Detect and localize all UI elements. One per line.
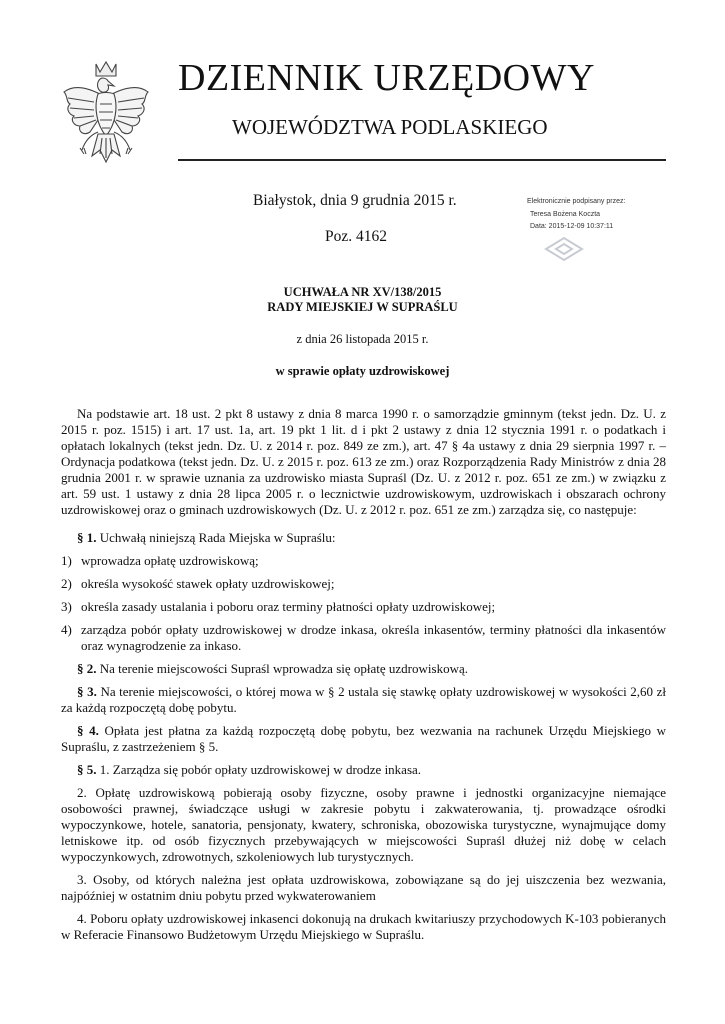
resolution-body xyxy=(61,406,666,950)
council-name: RADY MIEJSKIEJ W SUPRAŚLU xyxy=(267,300,458,314)
section-2 xyxy=(61,661,666,677)
coat-of-arms-eagle-icon xyxy=(58,58,154,168)
list-item-text: określa wysokość stawek opłaty uzdrowiskowej; xyxy=(81,576,335,591)
section-5-mark: § 5. xyxy=(77,762,97,777)
signature-date: Data: 2015-12-09 10:37:11 xyxy=(530,223,614,230)
list-item-text: zarządza pobór opłaty uzdrowiskowej w drodze inkasa, określa inkasentów, terminy płatności dla inkasentów oraz wynagrodzenie za inkaso. xyxy=(81,622,666,653)
section-1 xyxy=(61,530,666,546)
resolution-date: z dnia 26 listopada 2015 r. xyxy=(296,332,429,346)
section-3 xyxy=(61,684,666,716)
section-1-mark: § 1. xyxy=(77,530,97,545)
list-item-number: 2) xyxy=(61,576,72,591)
signature-name: Teresa Bożena Koczta xyxy=(530,210,601,218)
section-4-text: Opłata jest płatna za każdą rozpoczętą dobę pobytu, bez wezwania na rachunek Urzędu Miejskiego w Supraślu, z zastrzeżeniem § 5. xyxy=(61,723,666,754)
resolution-number: UCHWAŁA NR XV/138/2015 xyxy=(283,285,442,299)
electronic-signature xyxy=(527,196,647,234)
header-divider xyxy=(178,159,666,161)
section-4 xyxy=(61,723,666,755)
list-item xyxy=(61,553,666,569)
signature-label: Elektronicznie podpisany przez: xyxy=(527,198,626,205)
place-and-date: Białystok, dnia 9 grudnia 2015 r. xyxy=(253,192,457,209)
list-item-text: wprowadza opłatę uzdrowiskową; xyxy=(81,553,259,568)
section-5-paragraph-4: 4. Poboru opłaty uzdrowiskowej inkasenci dokonują na drukach kwitariuszy przychodowych K-103 pobieranych w Referacie Finansowo Budżetowym Urzędu Miejskiego w Supraślu. xyxy=(61,911,666,942)
list-item-text: określa zasady ustalania i poboru oraz terminy płatności opłaty uzdrowiskowej; xyxy=(81,599,496,614)
section-4-mark: § 4. xyxy=(77,723,99,738)
section-1-text: Uchwałą niniejszą Rada Miejska w Supraślu: xyxy=(99,530,336,545)
section-3-text: Na terenie miejscowości, o której mowa w § 2 ustala się stawkę opłaty uzdrowiskowej w wysokości 2,60 zł za każdą rozpoczętą dobę pobytu. xyxy=(61,684,667,715)
section-2-mark: § 2. xyxy=(77,661,97,676)
resolution-subject: w sprawie opłaty uzdrowiskowej xyxy=(275,364,450,378)
journal-subtitle: WOJEWÓDZTWA PODLASKIEGO xyxy=(232,115,548,139)
section-5-paragraph-3: 3. Osoby, od których należna jest opłata uzdrowiskowa, zobowiązane są do jej uiszczenia bez wezwania, najpóźniej w ostatnim dniu pobytu przed wykwaterowaniem xyxy=(61,872,666,903)
signature-watermark-icon xyxy=(542,234,586,264)
list-item-number: 4) xyxy=(61,622,72,637)
section-5-text: 1. Zarządza się pobór opłaty uzdrowiskowej w drodze inkasa. xyxy=(99,762,422,777)
list-item-number: 1) xyxy=(61,553,72,568)
journal-title: DZIENNIK URZĘDOWY xyxy=(178,57,595,99)
list-item xyxy=(61,599,666,615)
section-2-text: Na terenie miejscowości Supraśl wprowadza się opłatę uzdrowiskową. xyxy=(99,661,468,676)
section-5 xyxy=(61,762,666,778)
list-item xyxy=(61,576,666,592)
section-3-mark: § 3. xyxy=(77,684,97,699)
list-item xyxy=(61,622,666,654)
position-number: Poz. 4162 xyxy=(325,228,387,245)
section-5-paragraph-2: 2. Opłatę uzdrowiskową pobierają osoby fizyczne, osoby prawne i jednostki organizacyjne niemające osobowości prawnej, świadczące usługi w zakresie pobytu i zakwaterowania, tj. prowadzące ośrodki wypoczynkowe, hotele, sanatoria, pensjonaty, kwatery, schroniska, obozowiska turystyczne, wynajmujące domy letniskowe itp. od osób fizycznych przebywających w miejscowości Supraśl dłużej niż dobę w celach wypoczynkowych, zdrowotnych, szkoleniowych lub turystycznych. xyxy=(61,785,666,864)
list-item-number: 3) xyxy=(61,599,72,614)
preamble: Na podstawie art. 18 ust. 2 pkt 8 ustawy z dnia 8 marca 1990 r. o samorządzie gminnym (tekst jedn. Dz. U. z 2015 r. poz. 1515) i art. 17 ust. 1a, art. 19 pkt 1 lit. d i pkt 2 ustawy z dnia 12 stycznia 1991 r. o podatkach i opłatach lokalnych (tekst jedn. Dz. U. z 2014 r. poz. 849 ze zm.), art. 47 § 4a ustawy z dnia 29 sierpnia 1997 r. – Ordynacja podatkowa (tekst jedn. Dz. U. z 2015 r. poz. 613 ze zm.) oraz Rozporządzenia Rady Ministrów z dnia 28 grudnia 2001 r. w sprawie uznania za uzdrowisko miasta Supraśl (Dz. U. z 2012 r. poz. 651 ze zm.) w związku z art. 59 ust. 1 ustawy z dnia 28 lipca 2005 r. o lecznictwie uzdrowiskowym, uzdrowiskach i obszarach ochrony uzdrowiskowej oraz o gminach uzdrowiskowych (Dz. U. z 2012 r. poz. 651 ze zm.) zarządza się, co następuje: xyxy=(61,406,666,517)
